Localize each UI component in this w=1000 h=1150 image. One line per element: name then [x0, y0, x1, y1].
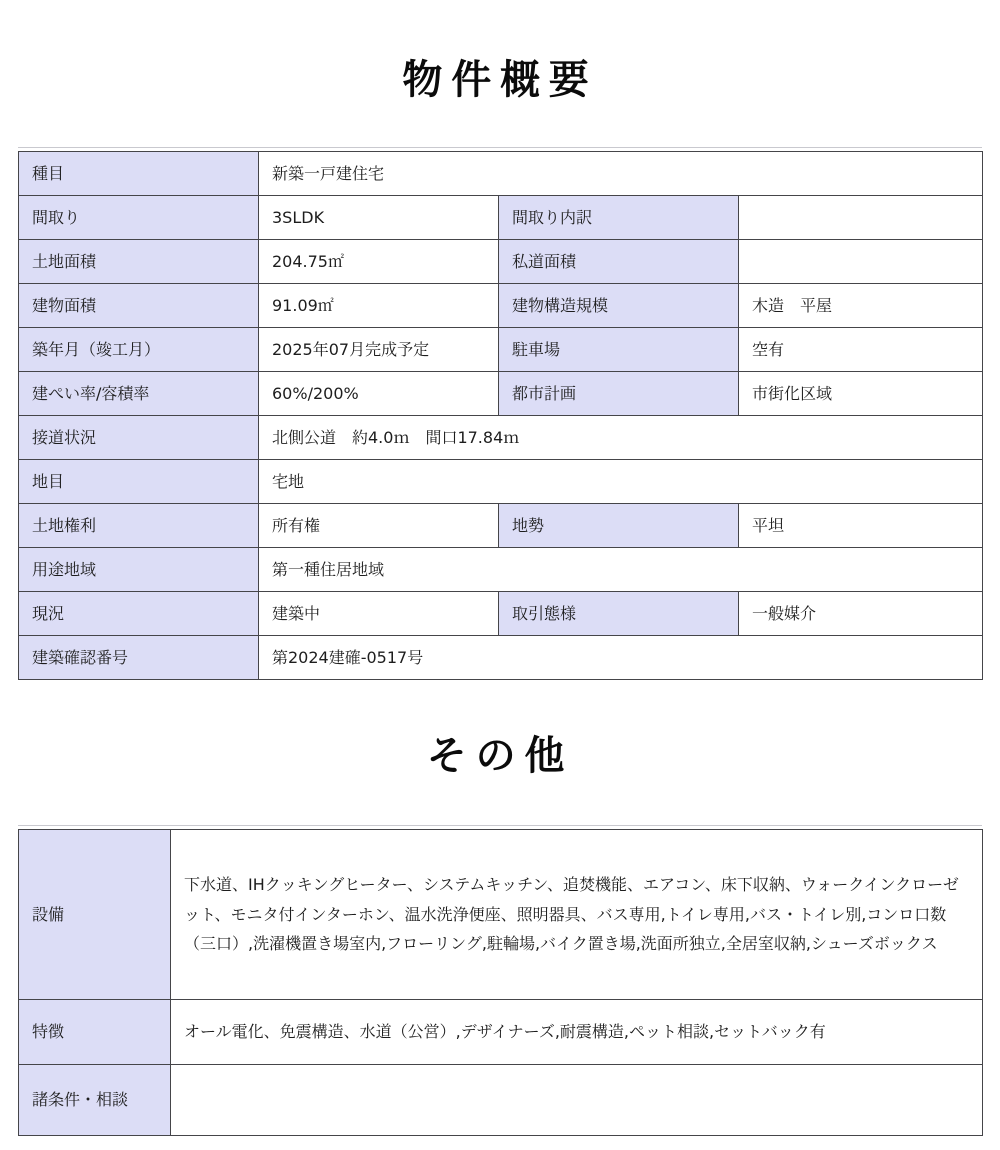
table-row — [19, 372, 983, 416]
field-value: 木造 平屋 — [739, 284, 983, 328]
field-label: 建ぺい率/容積率 — [19, 372, 259, 416]
field-value: 第2024建確-0517号 — [259, 636, 983, 680]
field-label: 間取り — [19, 196, 259, 240]
table-row — [19, 416, 983, 460]
field-value: 第一種住居地域 — [259, 548, 983, 592]
table-row — [19, 636, 983, 680]
table-row — [19, 1065, 983, 1136]
property-sheet — [18, 0, 982, 1150]
table-row — [19, 196, 983, 240]
field-label: 私道面積 — [499, 240, 739, 284]
field-label: 駐車場 — [499, 328, 739, 372]
field-label: 用途地域 — [19, 548, 259, 592]
field-label: 特徴 — [19, 1000, 171, 1065]
table-row — [19, 328, 983, 372]
field-value: 下水道、IHクッキングヒーター、システムキッチン、追焚機能、エアコン、床下収納、ウォークインクローゼット、モニタ付インターホン、温水洗浄便座、照明器具、バス専用,トイレ専用,バス・トイレ別,コンロ口数（三口）,洗濯機置き場室内,フローリング,駐輪場,バイク置き場,洗面所独立,全居室収納,シューズボックス — [171, 830, 983, 1000]
field-label: 都市計画 — [499, 372, 739, 416]
field-label: 取引態様 — [499, 592, 739, 636]
field-label: 間取り内訳 — [499, 196, 739, 240]
field-value: 宅地 — [259, 460, 983, 504]
table-row — [19, 460, 983, 504]
field-value — [171, 1065, 983, 1136]
field-label: 設備 — [19, 830, 171, 1000]
field-label: 建物面積 — [19, 284, 259, 328]
field-value: 空有 — [739, 328, 983, 372]
field-value: 一般媒介 — [739, 592, 983, 636]
field-value: 2025年07月完成予定 — [259, 328, 499, 372]
field-label: 種目 — [19, 152, 259, 196]
table-row — [19, 830, 983, 1000]
field-value — [739, 240, 983, 284]
table-row — [19, 284, 983, 328]
table-row — [19, 152, 983, 196]
field-value: 平坦 — [739, 504, 983, 548]
overview-table-wrap — [18, 147, 982, 680]
field-label: 地勢 — [499, 504, 739, 548]
field-value: 60%/200% — [259, 372, 499, 416]
field-value: 新築一戸建住宅 — [259, 152, 983, 196]
table-row — [19, 240, 983, 284]
field-label: 土地面積 — [19, 240, 259, 284]
field-label: 接道状況 — [19, 416, 259, 460]
field-value: 204.75㎡ — [259, 240, 499, 284]
other-section-title: その他 — [426, 733, 574, 779]
field-value — [739, 196, 983, 240]
field-label: 建築確認番号 — [19, 636, 259, 680]
field-value: 91.09㎡ — [259, 284, 499, 328]
field-label: 築年月（竣工月） — [19, 328, 259, 372]
table-row — [19, 504, 983, 548]
field-value: 所有権 — [259, 504, 499, 548]
overview-table — [18, 151, 983, 680]
table-row — [19, 592, 983, 636]
field-label: 諸条件・相談 — [19, 1065, 171, 1136]
field-label: 建物構造規模 — [499, 284, 739, 328]
other-table-wrap — [18, 825, 982, 1136]
table-row — [19, 548, 983, 592]
field-label: 土地権利 — [19, 504, 259, 548]
field-label: 現況 — [19, 592, 259, 636]
field-label: 地目 — [19, 460, 259, 504]
field-value: 北側公道 約4.0ｍ 間口17.84ｍ — [259, 416, 983, 460]
field-value: 建築中 — [259, 592, 499, 636]
field-value: オール電化、免震構造、水道（公営）,デザイナーズ,耐震構造,ペット相談,セットバック有 — [171, 1000, 983, 1065]
field-value: 市街化区域 — [739, 372, 983, 416]
other-table — [18, 829, 983, 1136]
overview-section-title: 物件概要 — [402, 57, 598, 103]
table-row — [19, 1000, 983, 1065]
field-value: 3SLDK — [259, 196, 499, 240]
